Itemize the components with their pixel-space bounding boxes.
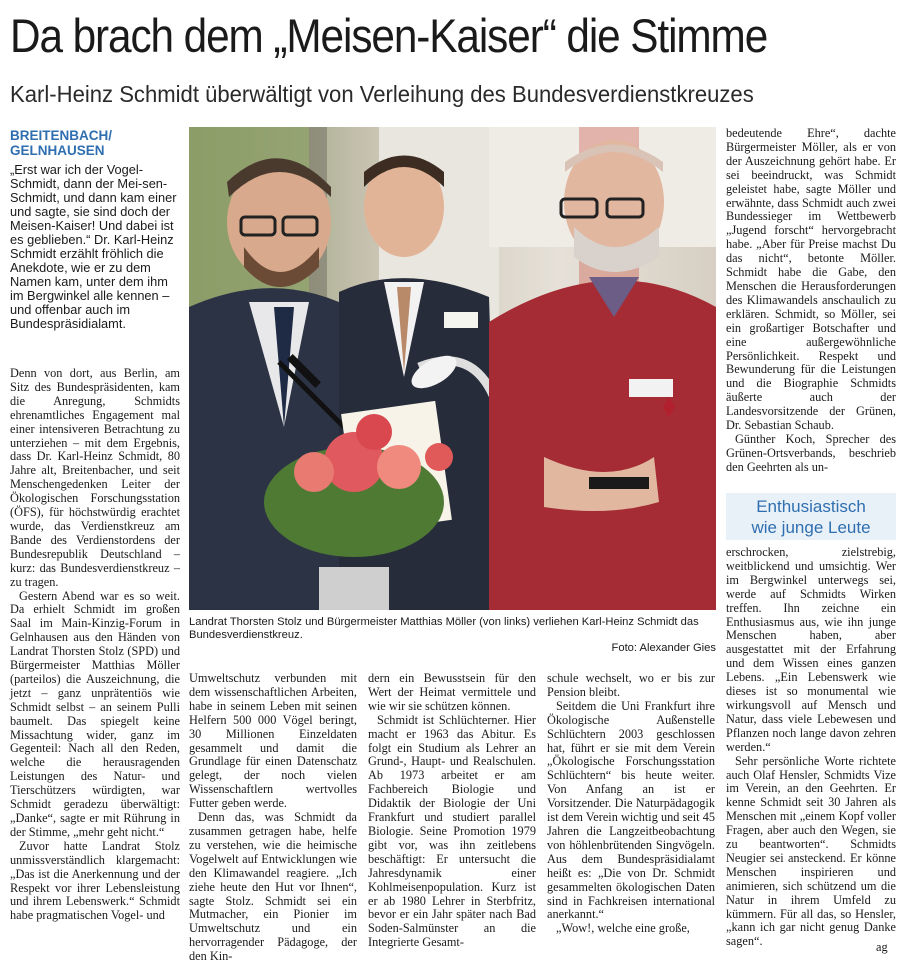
headline: Da brach dem „Meisen-Kaiser“ die Stimme bbox=[10, 9, 768, 62]
col4-para3: „Wow!, welche eine große, bbox=[556, 921, 690, 936]
col3-para2: Schmidt ist Schlüchterner. Hier macht er 1963 das Abitur. Es folgt ein Studium als Lehrer an Grund-, Haupt- und Realschulen. Ab 1973 arbeitet er am Fachbereich Biologie und Didaktik der Biologie der Uni Frankfurt und studiert parallel Biologie. Seine Promotion 1979 gibt vor, was ihn zeitlebens beschäftigt: Er untersucht die Jahresdynamik einer Kohlmeisenpopulation. Kurz ist er ab 1980 Lehrer in Sterbfritz, bevor er ein Jahr später nach Bad Soden-Salmünster an die Integrierte Gesamt- bbox=[368, 712, 536, 950]
inline-subheading-line2: wie junge Leute bbox=[751, 518, 871, 537]
dateline-line1: BREITENBACH/ bbox=[10, 128, 113, 143]
caption-text: Landrat Thorsten Stolz und Bürgermeister Matthias Möller (von links) verliehen Karl-Heinz Schmidt das Bundesverdienstkreuz. bbox=[189, 616, 699, 641]
photo-illustration bbox=[189, 127, 716, 610]
col5-bottom-para2: Sehr persönliche Worte richtete auch Olaf Hensler, Schmidts Vize im Verein, an den Geehrten. Er kenne Schmidt seit 30 Jahren als Menschen mit „einem Kopf voller Fragen, aber auch den Wegen, sie zu beantworten“. Schmidts Neugier sei ansteckend. Er könne Menschen inspirieren und animieren, sich schützend um die Natur in ihrem Umfeld zu kümmern. Für all das, so Hensler, „kann ich gar nicht genug Danke sagen“. bbox=[726, 753, 896, 949]
dateline bbox=[10, 128, 180, 158]
col5-top-para2: Günther Koch, Sprecher des Grünen-Ortsverbands, beschrieb den Geehrten als un- bbox=[726, 431, 896, 474]
column-3 bbox=[368, 672, 536, 954]
photo-caption bbox=[189, 616, 716, 655]
col3-para1: dern ein Bewusstsein für den Wert der Heimat vermittele und wie wir sie schützen können. bbox=[368, 671, 536, 713]
lead-paragraph bbox=[10, 163, 180, 331]
article-photo bbox=[189, 127, 716, 610]
column-4 bbox=[547, 672, 715, 954]
dateline-line2: GELNHAUSEN bbox=[10, 143, 105, 158]
col4-para1: schule wechselt, wo er bis zur Pension bleibt. bbox=[547, 671, 715, 699]
col1-para1: Denn von dort, aus Berlin, am Sitz des Bundespräsidenten, kam die Anregung, Schmidts ehrenamtliches Engagement mal einer intensiveren Betrachtung zu unterziehen – mit dem Ergebnis, dass Dr. Karl-Heinz Schmidt, 80 Jahre alt, Breitenbacher, und seit Menschengedenken Leiter der Ökologischen Forschungsstation (ÖFS), für höchstwürdig erachtet wurde, das Verdienstkreuz am Bande des Verdienstordens der Bundesrepublik Deutschland – kurz: das Bundesverdienstkreuz – zu tragen. bbox=[10, 366, 180, 589]
col2-para1: Umweltschutz verbunden mit dem wissenschaftlichen Arbeiten, habe in seinem Leben mit seinen Helfern 500 000 Vögel beringt, 30 Millionen Einzeldaten gesammelt und damit die Grundlage für einen Datenschatz gelegt, der noch vielen Wissenschaftlern wertvolles Futter geben werde. bbox=[189, 671, 357, 811]
col1-para2: Gestern Abend war es so weit. Da erhielt Schmidt im großen Saal im Main-Kinzig-Forum in Gelnhausen aus den Händen von Landrat Thorsten Stolz (SPD) und Bürgermeister Matthias Möller (parteilos) die Auszeichnung, die jetzt – ganz unprätentiös wie Schmidt selbst – an seinem Pulli baumelt. Das spiegelt keine Missachtung wider, ganz im Gegenteil: Nach all den Reden, welche die herausragenden Leistungen des Natur- und Tierschützers würdigten, war Schmidt geradezu überwältigt: „Danke“, sagte er mit Rührung in der Stimme, „mehr geht nicht.“ bbox=[10, 588, 180, 839]
col4-para2: Seitdem die Uni Frankfurt ihre Ökologische Außenstelle Schlüchtern 2003 geschlossen hat, führt er sie mit dem Verein „Ökologische Forschungsstation Schlüchtern“ bis heute weiter. Von Anfang an ist er Vorsitzender. Die Naturpädagogik ist dem Verein wichtig und seit 45 Jahren die Langzeitbeobachtung von höhlenbrütenden Singvögeln. Aus dem Bundespräsidialamt heißt es: „Die von Dr. Schmidt gesammelten ökologischen Daten sind in Fachkreisen international anerkannt.“ bbox=[547, 698, 715, 922]
col5-top-para1: bedeutende Ehre“, dachte Bürgermeister Möller, als er von der Auszeichnung gehört habe. Er sei beeindruckt, was Schmidt geleistet habe, sagte Möller und erwähnte, dass Schmidt auch zwei Bundessieger im Wettbewerb „Jugend forscht“ hervorgebracht habe. „Aber für Preise machst Du das nicht“, betonte Möller. Schmidt habe die Gabe, den Menschen die Herausforderungen des Klimawandels anschaulich zu erklären. Schmidt, so Möller, sei ein großartiger Botschafter und eine außergewöhnliche Persönlichkeit. Respekt und Bewunderung für die Leistungen und die Biographie Schmidts äußerte auch der Landesvorsitzende der Grünen, Dr. Sebastian Schaub. bbox=[726, 126, 896, 433]
lead-text: „Erst war ich der Vogel-Schmidt, dann der Mei-sen-Schmidt, und dann kam einer und sagte, sie sind doch der Meisen-Kaiser! Und dabei ist es geblieben.“ Dr. Karl-Heinz Schmidt erzählt fröhlich die Anekdote, wie er zu dem Namen kam, unter dem ihm im Bergwinkel alle kennen – und offenbar auch im Bundespräsidialamt. bbox=[10, 162, 177, 331]
subheadline: Karl-Heinz Schmidt überwältigt von Verleihung des Bundesverdienstkreuzes bbox=[10, 81, 754, 107]
column-5-bottom bbox=[726, 545, 896, 949]
col5-bottom-para1: erschrocken, zielstrebig, weitblickend und umsichtig. Wer im Bergwinkel unterwegs sei, werde auf Schmidts Wirken treffen. Ihn zeichne ein Enthusiasmus aus, wie ihn junge Menschen haben, aber ausgestattet mit der Erfahrung und dem Wissen eines ganzen Lebens. „Ein Lebenswerk wie dieses ist so monumental wie wirkungsvoll auf Mensch und Natur, dass viele Lebewesen und Pflanzen noch lange davon zehren werden.“ bbox=[726, 545, 896, 754]
author-tag: ag bbox=[876, 940, 888, 954]
column-2 bbox=[189, 671, 357, 964]
inline-subheading bbox=[726, 493, 896, 540]
col2-para2: Denn das, was Schmidt da zusammen getragen habe, helfe zu verstehen, wie die heimische Vogelwelt auf Entwicklungen wie den Klimawandel reagiere. „Ich ziehe heute den Hut vor Ihnen“, sagte Stolz. Schmidt sei ein Mutmacher, ein Pionier im Umweltschutz und ein hervorragender Pädagoge, der den Kin- bbox=[189, 810, 357, 964]
column-5-top bbox=[726, 127, 896, 487]
col1-para3: Zuvor hatte Landrat Stolz unmissverständlich klargemacht: „Das ist die Anerkennung und der Respekt vor ihrer Lebensleistung und ihrem Lebenswerk.“ Schmidt habe pragmatischen Vogel- und bbox=[10, 838, 180, 923]
column-1 bbox=[10, 367, 180, 952]
inline-subheading-line1: Enthusiastisch bbox=[756, 497, 866, 516]
photo-credit: Foto: Alexander Gies bbox=[611, 642, 716, 654]
